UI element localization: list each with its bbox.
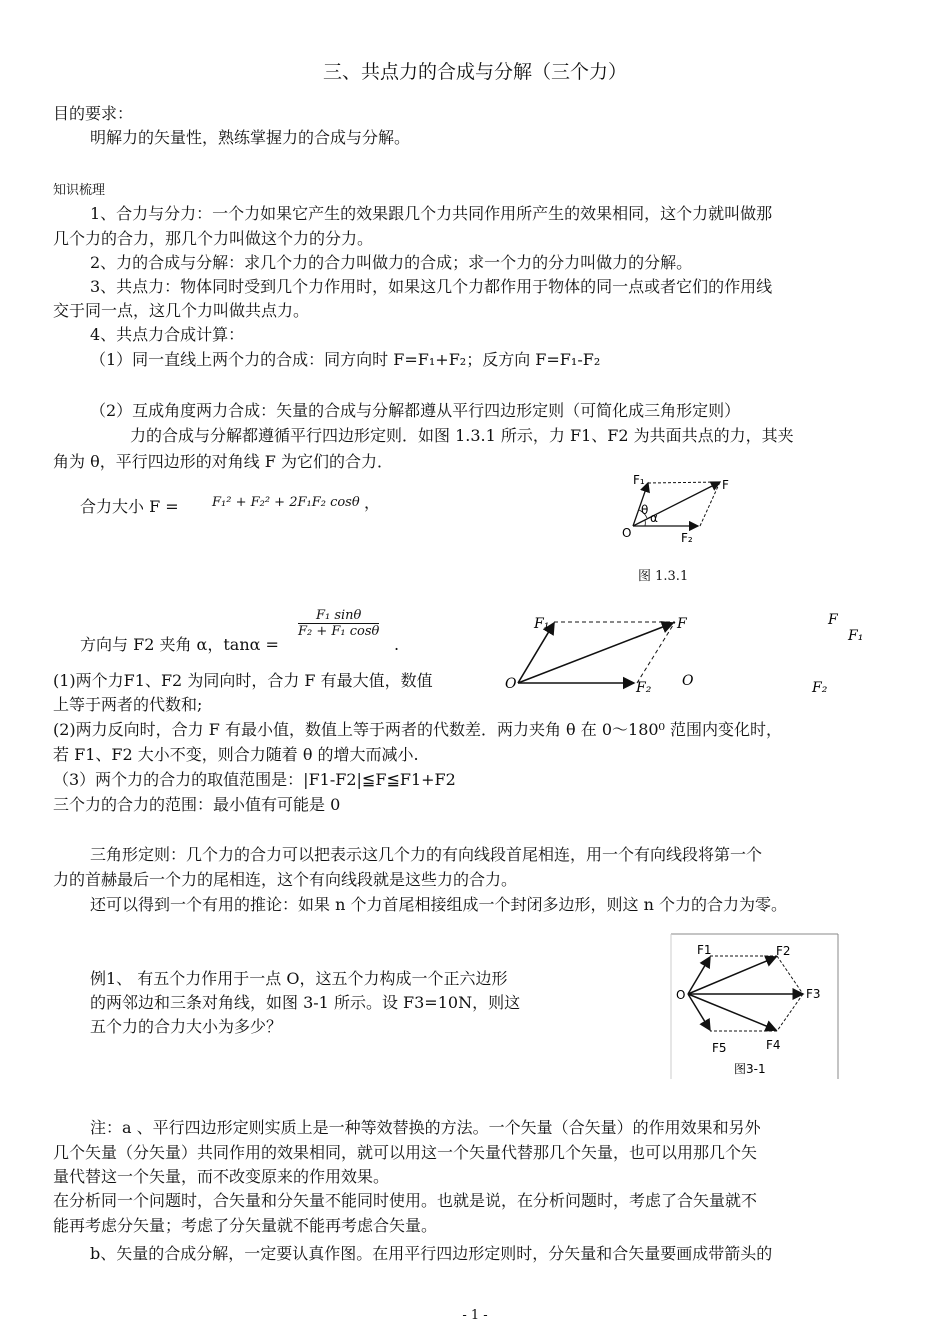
label-o: O — [622, 526, 632, 540]
figure-caption-3-1: 图3-1 — [734, 1062, 766, 1076]
note-line-1: (1)两个力F1、F2 为同向时，合力 F 有最大值，数值 — [53, 671, 433, 690]
note-line-3: (2)两力反向时，合力 F 有最小值，数值上等于两者的代数差．两力夹角 θ 在 0～180⁰ 范围内变化时， — [53, 720, 783, 739]
label-f2: F2 — [776, 944, 791, 958]
label-f1: F1 — [697, 943, 712, 957]
label-f2: F₂ — [681, 531, 693, 545]
label-f1: F₁ — [848, 628, 864, 644]
label-theta: θ — [641, 503, 649, 517]
figure-parallelogram — [500, 608, 705, 703]
force-f2-arrow — [688, 957, 776, 994]
page-number: - 1 - — [462, 1308, 488, 1323]
remark-line-4: 在分析同一个问题时，合矢量和分矢量不能同时使用。也就是说，在分析问题时，考虑了合矢量就不 — [53, 1191, 758, 1210]
formula1-prefix: 合力大小 F = — [80, 497, 179, 516]
resultant-f-arrow — [518, 623, 673, 683]
note-line-2: 上等于两者的代数和; — [53, 695, 203, 714]
remark-line-1: 注：a 、平行四边形定则实质上是一种等效替换的方法。一个矢量（合矢量）的作用效果和另外 — [90, 1118, 761, 1137]
paragraph-6: （2）互成角度两力合成：矢量的合成与分解都遵从平行四边形定则（可简化成三角形定则） — [90, 401, 741, 420]
paragraph-7a: 力的合成与分解都遵循平行四边形定则．如图 1.3.1 所示，力 F1、F2 为共面共点的力，其夹 — [130, 426, 794, 445]
paragraph-5: （1）同一直线上两个力的合成：同方向时 F=F₁+F₂；反方向 F=F₁-F₂ — [90, 350, 601, 369]
page-title: 三、共点力的合成与分解（三个力） — [322, 61, 627, 83]
figure-3-1 — [670, 933, 840, 1080]
formula2-fraction — [298, 608, 379, 639]
label-f4: F4 — [766, 1038, 781, 1052]
label-f: F — [828, 612, 838, 628]
paragraph-7b: 角为 θ，平行四边形的对角线 F 为它们的合力． — [53, 452, 393, 471]
example-line-1: 例1、 有五个力作用于一点 O，这五个力构成一个正六边形 — [90, 969, 508, 988]
label-o: O — [676, 988, 686, 1002]
formula1-expression: F₁² + F₂² + 2F₁F₂ cosθ — [212, 495, 360, 510]
remark-line-2: 几个矢量（分矢量）共同作用的效果相同，就可以用这一个矢量代替那几个矢量，也可以用那几个矢 — [53, 1143, 758, 1162]
label-f1: F₁ — [633, 473, 645, 487]
example-line-3: 五个力的合力大小为多少？ — [90, 1017, 283, 1036]
hexagon-upper-right-side — [777, 956, 803, 994]
paragraph-4: 4、共点力合成计算： — [90, 325, 245, 344]
paragraph-1a: 1、合力与分力：一个力如果它产生的效果跟几个力共同作用所产生的效果相同，这个力就叫做那 — [90, 204, 773, 223]
note-line-4: 若 F1、F2 大小不变，则合力随着 θ 的增大而减小. — [53, 745, 419, 764]
triangle-line-3: 还可以得到一个有用的推论：如果 n 个力首尾相接组成一个封闭多边形，则这 n 个力的合力为零。 — [90, 895, 787, 914]
note-line-5: （3）两个力的合力的取值范围是：|F1-F2|≦F≦F1+F2 — [53, 770, 456, 789]
formula2-suffix: . — [394, 635, 400, 654]
paragraph-3a: 3、共点力：物体同时受到几个力作用时，如果这几个力都作用于物体的同一点或者它们的作用线 — [90, 277, 773, 296]
example-line-2: 的两邻边和三条对角线，如图 3-1 所示。设 F3=10N，则这 — [90, 993, 521, 1012]
note-line-6: 三个力的合力的范围：最小值有可能是 0 — [53, 795, 341, 814]
label-f: F — [677, 616, 687, 632]
label-f2: F₂ — [636, 680, 652, 696]
knowledge-heading: 知识梳理 — [53, 183, 106, 198]
force-f5-arrow — [688, 994, 710, 1030]
triangle-line-2: 力的首赫最后一个力的尾相连，这个有向线段就是这些力的合力。 — [53, 870, 518, 889]
dashed-side-right — [637, 622, 675, 683]
formula2-denominator: F₂ + F₁ cosθ — [298, 624, 380, 639]
dashed-side-top — [648, 482, 720, 483]
figure-1-3-1 — [615, 470, 745, 550]
dashed-side-right — [700, 482, 720, 526]
label-o: O — [682, 673, 694, 689]
remark-line-3: 量代替这一个矢量，而不改变原来的作用效果。 — [53, 1167, 390, 1186]
label-o: O — [505, 676, 517, 692]
paragraph-3b: 交于同一点，这几个力叫做共点力。 — [53, 301, 310, 320]
label-f2: F₂ — [812, 680, 828, 696]
label-f5: F5 — [712, 1041, 727, 1055]
formula1-suffix: ， — [364, 493, 381, 512]
figure-empty-labels — [676, 604, 876, 704]
figure-caption-1-3-1: 图 1.3.1 — [638, 569, 689, 584]
paragraph-1b: 几个力的合力，那几个力叫做这个力的分力。 — [53, 229, 374, 248]
paragraph-2: 2、力的合成与分解：求几个力的合力叫做力的合成；求一个力的分力叫做力的分解。 — [90, 253, 693, 272]
force-f1-arrow — [518, 623, 554, 683]
formula2-prefix: 方向与 F2 夹角 α，tanα = — [80, 635, 279, 654]
remark-line-5: 能再考虑分矢量；考虑了分矢量就不能再考虑合矢量。 — [53, 1216, 438, 1235]
label-f1: F₁ — [534, 616, 550, 632]
goal-text: 明解力的矢量性，熟练掌握力的合成与分解。 — [90, 128, 411, 147]
force-f4-arrow — [688, 994, 776, 1030]
label-alpha: α — [650, 511, 658, 525]
label-f: F — [722, 478, 729, 492]
force-f1-arrow — [688, 957, 710, 994]
hexagon-lower-right-side — [777, 994, 803, 1031]
label-f3: F3 — [806, 987, 821, 1001]
goal-heading: 目的要求： — [53, 104, 134, 123]
remark-line-6: b、矢量的合成分解，一定要认真作图。在用平行四边形定则时，分矢量和合矢量要画成带箭头的 — [90, 1244, 773, 1263]
formula2-numerator: F₁ sinθ — [298, 608, 379, 624]
triangle-line-1: 三角形定则：几个力的合力可以把表示这几个力的有向线段首尾相连，用一个有向线段将第一个 — [90, 845, 763, 864]
